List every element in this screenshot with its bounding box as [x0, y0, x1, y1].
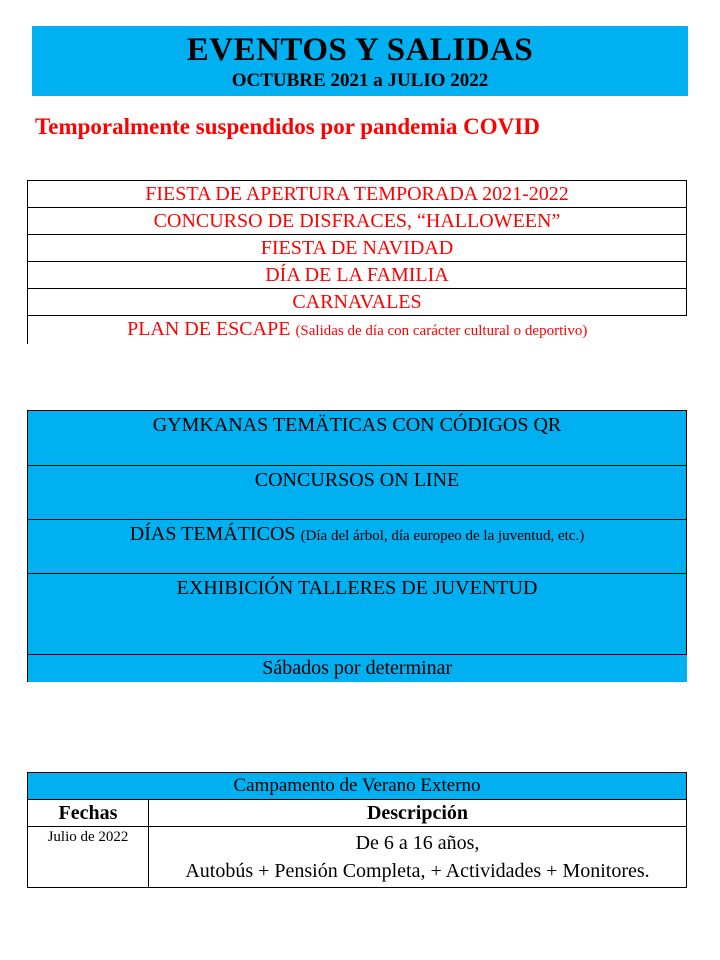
event-cell: [28, 316, 687, 345]
event-cell: [28, 208, 687, 235]
table-row: [28, 466, 687, 520]
camp-title: Campamento de Verano Externo: [28, 773, 687, 800]
event-label: FIESTA DE NAVIDAD: [260, 237, 454, 259]
table-row: [28, 181, 687, 208]
camp-description: [149, 827, 687, 888]
activity-label: CONCURSOS ON LINE: [254, 469, 460, 491]
event-label: DÍA DE LA FAMILIA: [265, 264, 449, 286]
table-row: [28, 235, 687, 262]
page-subtitle: OCTUBRE 2021 a JULIO 2022: [231, 70, 489, 91]
event-cell: [28, 289, 687, 316]
table-row: [28, 262, 687, 289]
activity-label: EXHIBICIÓN TALLERES DE JUVENTUD: [176, 577, 538, 599]
summer-camp-table: [27, 772, 687, 888]
table-row: [28, 773, 687, 800]
event-cell: [28, 235, 687, 262]
activity-label: GYMKANAS TEMÄTICAS CON CÓDIGOS QR: [152, 414, 562, 436]
activity-label: DÍAS TEMÁTICOS: [129, 523, 296, 545]
activity-cell: [28, 466, 687, 520]
covid-notice: Temporalmente suspendidos por pandemia COVID: [35, 114, 540, 139]
table-row: [28, 827, 687, 888]
table-row: [28, 411, 687, 466]
camp-description-line: Autobús + Pensión Completa, + Actividades + Monitores.: [185, 860, 650, 882]
event-cell: [28, 262, 687, 289]
table-row: [28, 208, 687, 235]
table-row: [28, 655, 687, 683]
activity-cell: [28, 411, 687, 466]
page-title: EVENTOS Y SALIDAS: [186, 32, 534, 68]
activity-cell: [28, 655, 687, 683]
event-note: (Salidas de día con carácter cultural o deportivo): [295, 323, 588, 339]
table-row: [28, 289, 687, 316]
table-row: [28, 800, 687, 827]
activities-table: [27, 410, 687, 682]
column-header-description: Descripción: [149, 800, 687, 827]
suspended-events-table: [27, 180, 687, 344]
table-row: [28, 316, 687, 345]
column-header-dates: Fechas: [28, 800, 149, 827]
header-banner: [32, 26, 688, 96]
camp-date: Julio de 2022: [28, 827, 149, 888]
event-label: CONCURSO DE DISFRACES, “HALLOWEEN”: [153, 210, 561, 232]
activity-cell: [28, 574, 687, 655]
event-label: FIESTA DE APERTURA TEMPORADA 2021-2022: [145, 183, 569, 205]
activity-note: (Día del árbol, día europeo de la juventud, etc.): [300, 528, 585, 544]
activity-label: Sábados por determinar: [262, 657, 453, 679]
event-label: CARNAVALES: [292, 291, 422, 313]
event-label: PLAN DE ESCAPE: [127, 318, 291, 340]
camp-description-line: De 6 a 16 años,: [355, 832, 480, 854]
table-row: [28, 574, 687, 655]
table-row: [28, 520, 687, 574]
event-cell: [28, 181, 687, 208]
activity-cell: [28, 520, 687, 574]
